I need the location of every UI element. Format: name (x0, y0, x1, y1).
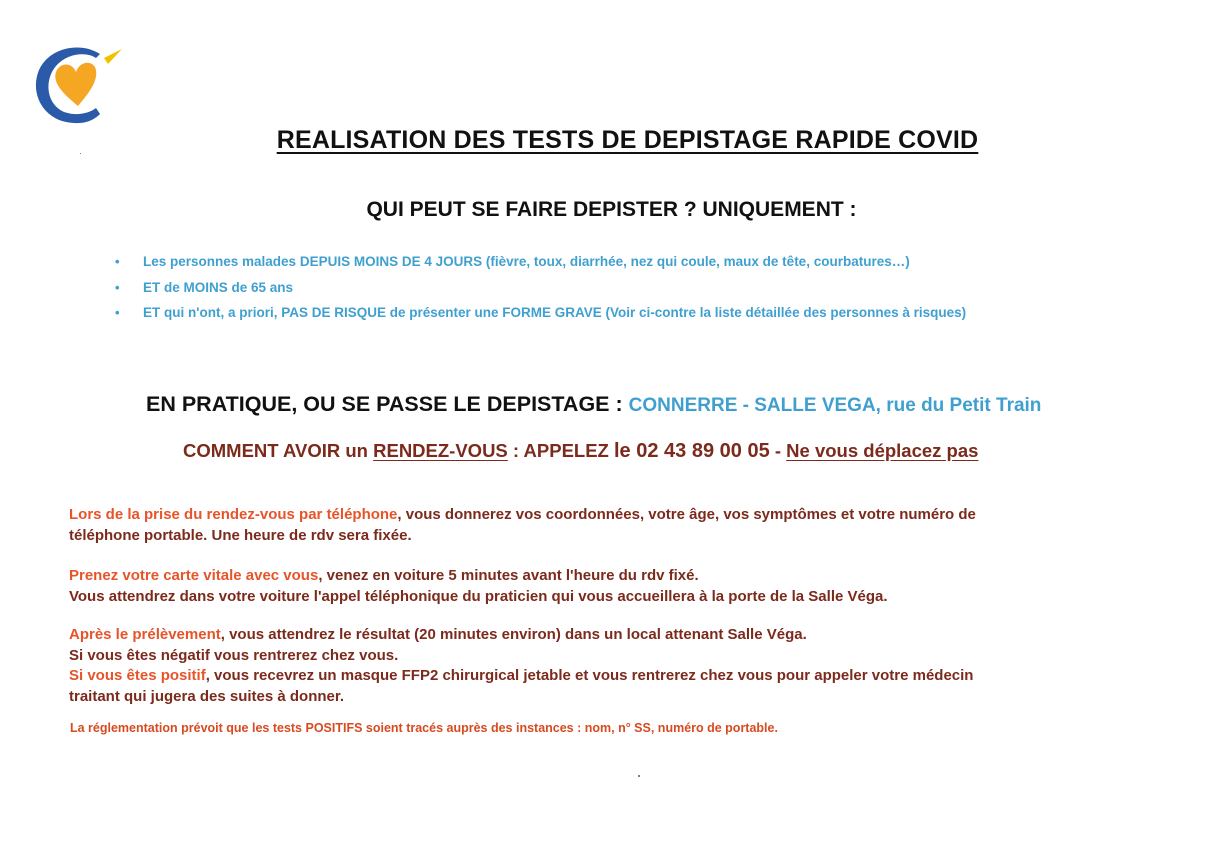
testing-location-row (146, 392, 1041, 417)
instruction-paragraph-arrival: Prenez votre carte vitale avec vous, venez en voiture 5 minutes avant l'heure du rdv fixé. Vous attendrez dans votre voiture l'appel téléphonique du praticien qui vous accueillera à la porte de la Salle Véga. (69, 567, 888, 605)
instruction-paragraph-phone: Lors de la prise du rendez-vous par téléphone, vous donnerez vos coordonnées, votre âge, vos symptômes et votre numéro de téléphone portable. Une heure de rdv sera fixée. (69, 506, 976, 544)
appointment-row: COMMENT AVOIR un RENDEZ-VOUS : APPELEZ le 02 43 89 00 05 - Ne vous déplacez pas (183, 440, 979, 462)
criteria-item: • Les personnes malades DEPUIS MOINS DE 4 JOURS (fièvre, toux, diarrhée, nez qui coule, maux de tête, courbatures…) (115, 252, 966, 278)
appointment-warning: Ne vous déplacez pas (786, 440, 979, 461)
eligibility-criteria-list (115, 252, 966, 329)
heart-c-logo (30, 40, 130, 130)
location-label: EN PRATIQUE, OU SE PASSE LE DEPISTAGE : (146, 392, 629, 416)
document-title: REALISATION DES TESTS DE DEPISTAGE RAPIDE COVID (276, 126, 979, 154)
scan-speck (80, 153, 81, 154)
appointment-rdv-label: RENDEZ-VOUS (373, 440, 508, 461)
appointment-phone: le 02 43 89 00 05 (614, 440, 770, 462)
location-place: CONNERRE - SALLE VEGA, rue du Petit Train (628, 395, 1042, 416)
instruction-paragraph-result: Après le prélèvement, vous attendrez le résultat (20 minutes environ) dans un local attenant Salle Véga. Si vous êtes négatif vous rentrerez chez vous. Si vous êtes positif, vous recevrez un masque FFP2 chirurgical jetable et vous rentrerez chez vous pour appeler votre médecin traitant qui jugera des suites à donner. (69, 626, 974, 705)
criteria-item: • ET qui n'ont, a priori, PAS DE RISQUE de présenter une FORME GRAVE (Voir ci-contre la liste détaillée des personnes à risques) (115, 303, 966, 329)
criteria-item: • ET de MOINS de 65 ans (115, 278, 966, 304)
scan-speck (638, 775, 640, 777)
regulation-note: La réglementation prévoit que les tests POSITIFS soient tracés auprès des instances : nom, n° SS, numéro de portable. (70, 721, 778, 735)
eligibility-heading: QUI PEUT SE FAIRE DEPISTER ? UNIQUEMENT : (366, 198, 857, 221)
